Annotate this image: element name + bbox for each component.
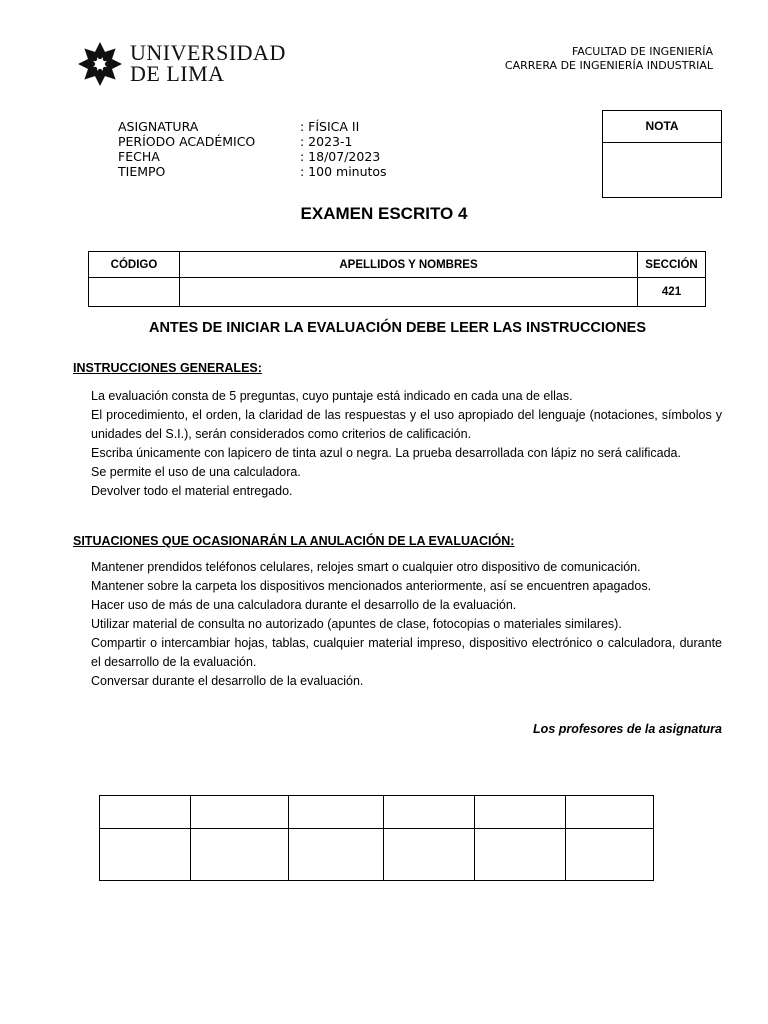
meta-value: : 18/07/2023 (300, 149, 381, 164)
career-name: CARRERA DE INGENIERÍA INDUSTRIAL (504, 59, 713, 72)
exam-title: EXAMEN ESCRITO 4 (300, 204, 468, 223)
meta-label: PERÍODO ACADÉMICO (118, 134, 256, 149)
score-cell[interactable] (289, 796, 384, 829)
meta-label: ASIGNATURA (118, 119, 199, 134)
star-logo-icon (76, 40, 124, 88)
logo-wordmark (130, 42, 286, 84)
logo-line-1: UNIVERSIDAD (130, 40, 286, 65)
list-item: Mantener prendidos teléfonos celulares, relojes smart o cualquier otro dispositivo de comunicación. (91, 560, 641, 574)
annulment-heading: SITUACIONES QUE OCASIONARÁN LA ANULACIÓN DE LA EVALUACIÓN: (73, 534, 515, 548)
score-cell[interactable] (289, 829, 384, 881)
grade-field[interactable] (603, 143, 721, 197)
general-instructions-list (91, 387, 722, 501)
student-info-table (88, 251, 706, 307)
list-item: Compartir o intercambiar hojas, tablas, cualquier material impreso, dispositivo electrónico o calculadora, durante el desarrollo de la evaluación. (91, 636, 722, 669)
list-item: Escriba únicamente con lapicero de tinta azul o negra. La prueba desarrollada con lápiz no será calificada. (91, 446, 681, 460)
list-item: Utilizar material de consulta no autorizado (apuntes de clase, fotocopias o materiales similares). (91, 617, 622, 631)
list-item: Conversar durante el desarrollo de la evaluación. (91, 674, 364, 688)
meta-value: : 100 minutos (300, 164, 387, 179)
logo-line-2: DE LIMA (130, 61, 225, 86)
faculty-name: FACULTAD DE INGENIERÍA (571, 45, 713, 58)
meta-row-date (118, 149, 387, 164)
list-item: Hacer uso de más de una calculadora durante el desarrollo de la evaluación. (91, 598, 517, 612)
grade-label: NOTA (603, 111, 721, 143)
list-item: El procedimiento, el orden, la claridad de las respuestas y el uso apropiado del lenguaje (notaciones, símbolos y unidades del S.I.), serán considerados como criterios de calificación. (91, 408, 722, 441)
score-cell[interactable] (475, 829, 566, 881)
list-item: Devolver todo el material entregado. (91, 484, 293, 498)
score-cell[interactable] (100, 829, 191, 881)
score-cell[interactable] (566, 829, 654, 881)
list-item: Se permite el uso de una calculadora. (91, 465, 301, 479)
faculty-header (505, 45, 713, 73)
section-header: SECCIÓN (638, 252, 706, 278)
meta-label: TIEMPO (118, 164, 166, 179)
meta-row-time (118, 164, 387, 179)
score-cell[interactable] (191, 796, 289, 829)
university-logo (76, 40, 286, 88)
score-grid (99, 795, 654, 881)
list-item: La evaluación consta de 5 preguntas, cuyo puntaje está indicado en cada una de ellas. (91, 389, 573, 403)
code-field[interactable] (89, 278, 180, 307)
warning-heading: ANTES DE INICIAR LA EVALUACIÓN DEBE LEER LAS INSTRUCCIONES (148, 320, 647, 336)
names-header: APELLIDOS Y NOMBRES (180, 252, 638, 278)
score-cell[interactable] (191, 829, 289, 881)
meta-row-subject (118, 119, 387, 134)
course-info (118, 119, 387, 179)
general-instructions-heading: INSTRUCCIONES GENERALES: (73, 361, 262, 375)
code-header: CÓDIGO (89, 252, 180, 278)
score-cell[interactable] (475, 796, 566, 829)
meta-label: FECHA (118, 149, 160, 164)
annulment-list (91, 558, 722, 691)
score-cell[interactable] (384, 796, 475, 829)
score-cell[interactable] (384, 829, 475, 881)
meta-value: : FÍSICA II (300, 119, 360, 134)
section-value: 421 (638, 278, 706, 307)
score-cell[interactable] (566, 796, 654, 829)
list-item: Mantener sobre la carpeta los dispositivos mencionados anteriormente, así se encuentren apagados. (91, 579, 652, 593)
score-cell[interactable] (100, 796, 191, 829)
names-field[interactable] (180, 278, 638, 307)
meta-value: : 2023-1 (300, 134, 353, 149)
meta-row-period (118, 134, 387, 149)
grade-box (602, 110, 722, 198)
signature: Los profesores de la asignatura (533, 722, 722, 736)
